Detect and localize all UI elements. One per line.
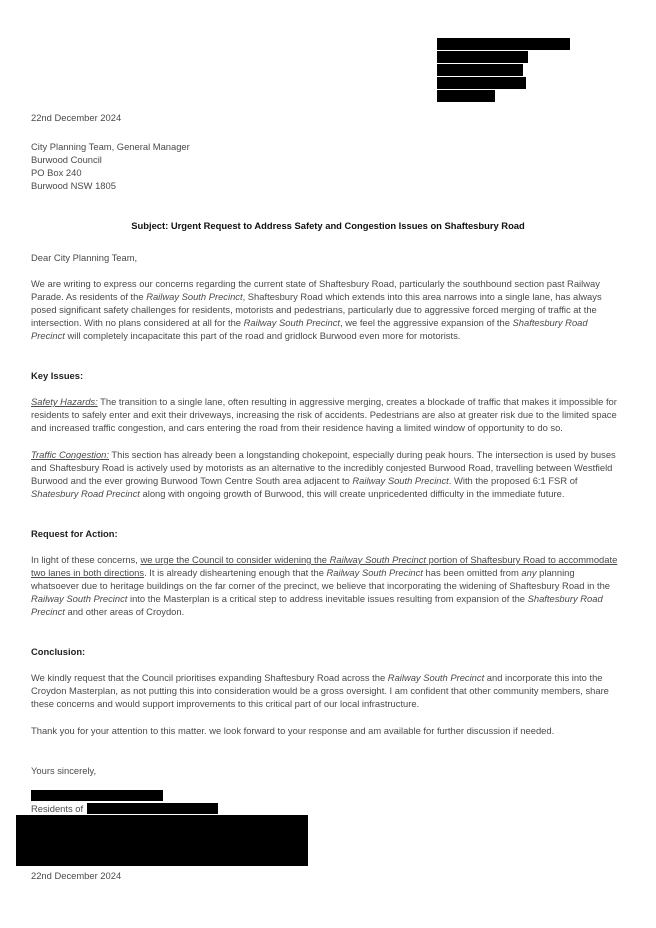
intro-paragraph: We are writing to express our concerns regarding the current state of Shaftesbury Road, particularly the southbound section past Railway Parade. As residents of the Railway South Precinct, Shaftesbury Road which extends into this area narrows into a single lane, has always posed significant safety challenges for residents, motorists and pedestrians, particularly due to aggressive forced merging of traffic at the intersection. With no plans considered at all for the Railway South Precinct, we feel the aggressive expansion of the Shaftesbury Road Precinct will completely incapacitate this part of the road and gridlock Burwood even more for motorists. bbox=[31, 278, 602, 342]
greeting: Dear City Planning Team, bbox=[31, 252, 138, 263]
safety-hazards-paragraph: Safety Hazards: The transition to a single lane, often resulting in aggressive merging, creates a blockade of traffic that makes it impossible for residents to safely enter and exit their driveways, increasing the risk of accidents. Pedestrians are also at greater risk due to the limited space and increased traffic congestion, and cars entering the road from their residence having a limited window of opportunity to do so. bbox=[31, 396, 617, 434]
key-issues-heading: Key Issues: bbox=[31, 370, 84, 381]
traffic-congestion-label: Traffic Congestion: bbox=[31, 449, 109, 460]
redacted-sender-line-2 bbox=[437, 51, 528, 63]
redacted-signature-block bbox=[16, 815, 308, 866]
redacted-sender-line-4 bbox=[437, 77, 526, 89]
redacted-sender-line-5 bbox=[437, 90, 495, 102]
residents-of-label: Residents of bbox=[31, 803, 84, 814]
conclusion-paragraph: We kindly request that the Council prioritises expanding Shaftesbury Road across the Railway South Precinct and incorporate this into the Croydon Masterplan, as not putting this into consideration would be a gross oversight. I am confident that other community members, share these concerns and would support improvements to this critical part of our local infrastructure. bbox=[31, 672, 609, 710]
redacted-sender-line-3 bbox=[437, 64, 523, 76]
signature-date: 22nd December 2024 bbox=[31, 870, 122, 881]
recipient-line: Burwood Council bbox=[31, 154, 102, 166]
closing: Yours sincerely, bbox=[31, 765, 97, 776]
recipient-line: City Planning Team, General Manager bbox=[31, 141, 190, 152]
safety-hazards-label: Safety Hazards: bbox=[31, 396, 98, 407]
letter-subject: Subject: Urgent Request to Address Safety and Congestion Issues on Shaftesbury Road bbox=[131, 220, 525, 231]
traffic-congestion-paragraph: Traffic Congestion: This section has already been a longstanding chokepoint, especially during peak hours. The intersection is used by buses and Shaftesbury Road is actively used by motorists as an alternative to the incredibly conjested Burwood Road, travelling between Westfield Burwood and the ever growing Burwood Town Centre South area adjacent to Railway South Precinct. With the proposed 6:1 FSR of Shatesbury Road Precinct along with ongoing growth of Burwood, this will create unpricedented difficulty in the immediate future. bbox=[31, 449, 616, 500]
letter-date: 22nd December 2024 bbox=[31, 112, 122, 123]
recipient-address bbox=[31, 140, 623, 192]
conclusion-heading: Conclusion: bbox=[31, 646, 86, 657]
redacted-name bbox=[31, 790, 163, 801]
recipient-line: Burwood NSW 1805 bbox=[31, 180, 116, 192]
recipient-line: PO Box 240 bbox=[31, 167, 82, 179]
request-paragraph: In light of these concerns, we urge the Council to consider widening the Railway South Precinct portion of Shaftesbury Road to accommodate two lanes in both directions. It is already disheartening enough that the Railway South Precinct has been omitted from any planning whatsoever due to heritage buildings on the far corner of the precinct, we believe that incorporating the widening of Shaftesbury Road in the Railway South Precinct into the Masterplan is a critical step to address inevitable issues resulting from expansion of the Shaftesbury Road Precinct and other areas of Croydon. bbox=[31, 554, 618, 618]
redacted-residence bbox=[87, 803, 218, 814]
redacted-sender-line-1 bbox=[437, 38, 570, 50]
thanks-paragraph: Thank you for your attention to this matter. we look forward to your response and am available for further discussion if needed. bbox=[31, 725, 555, 736]
request-for-action-heading: Request for Action: bbox=[31, 528, 118, 539]
